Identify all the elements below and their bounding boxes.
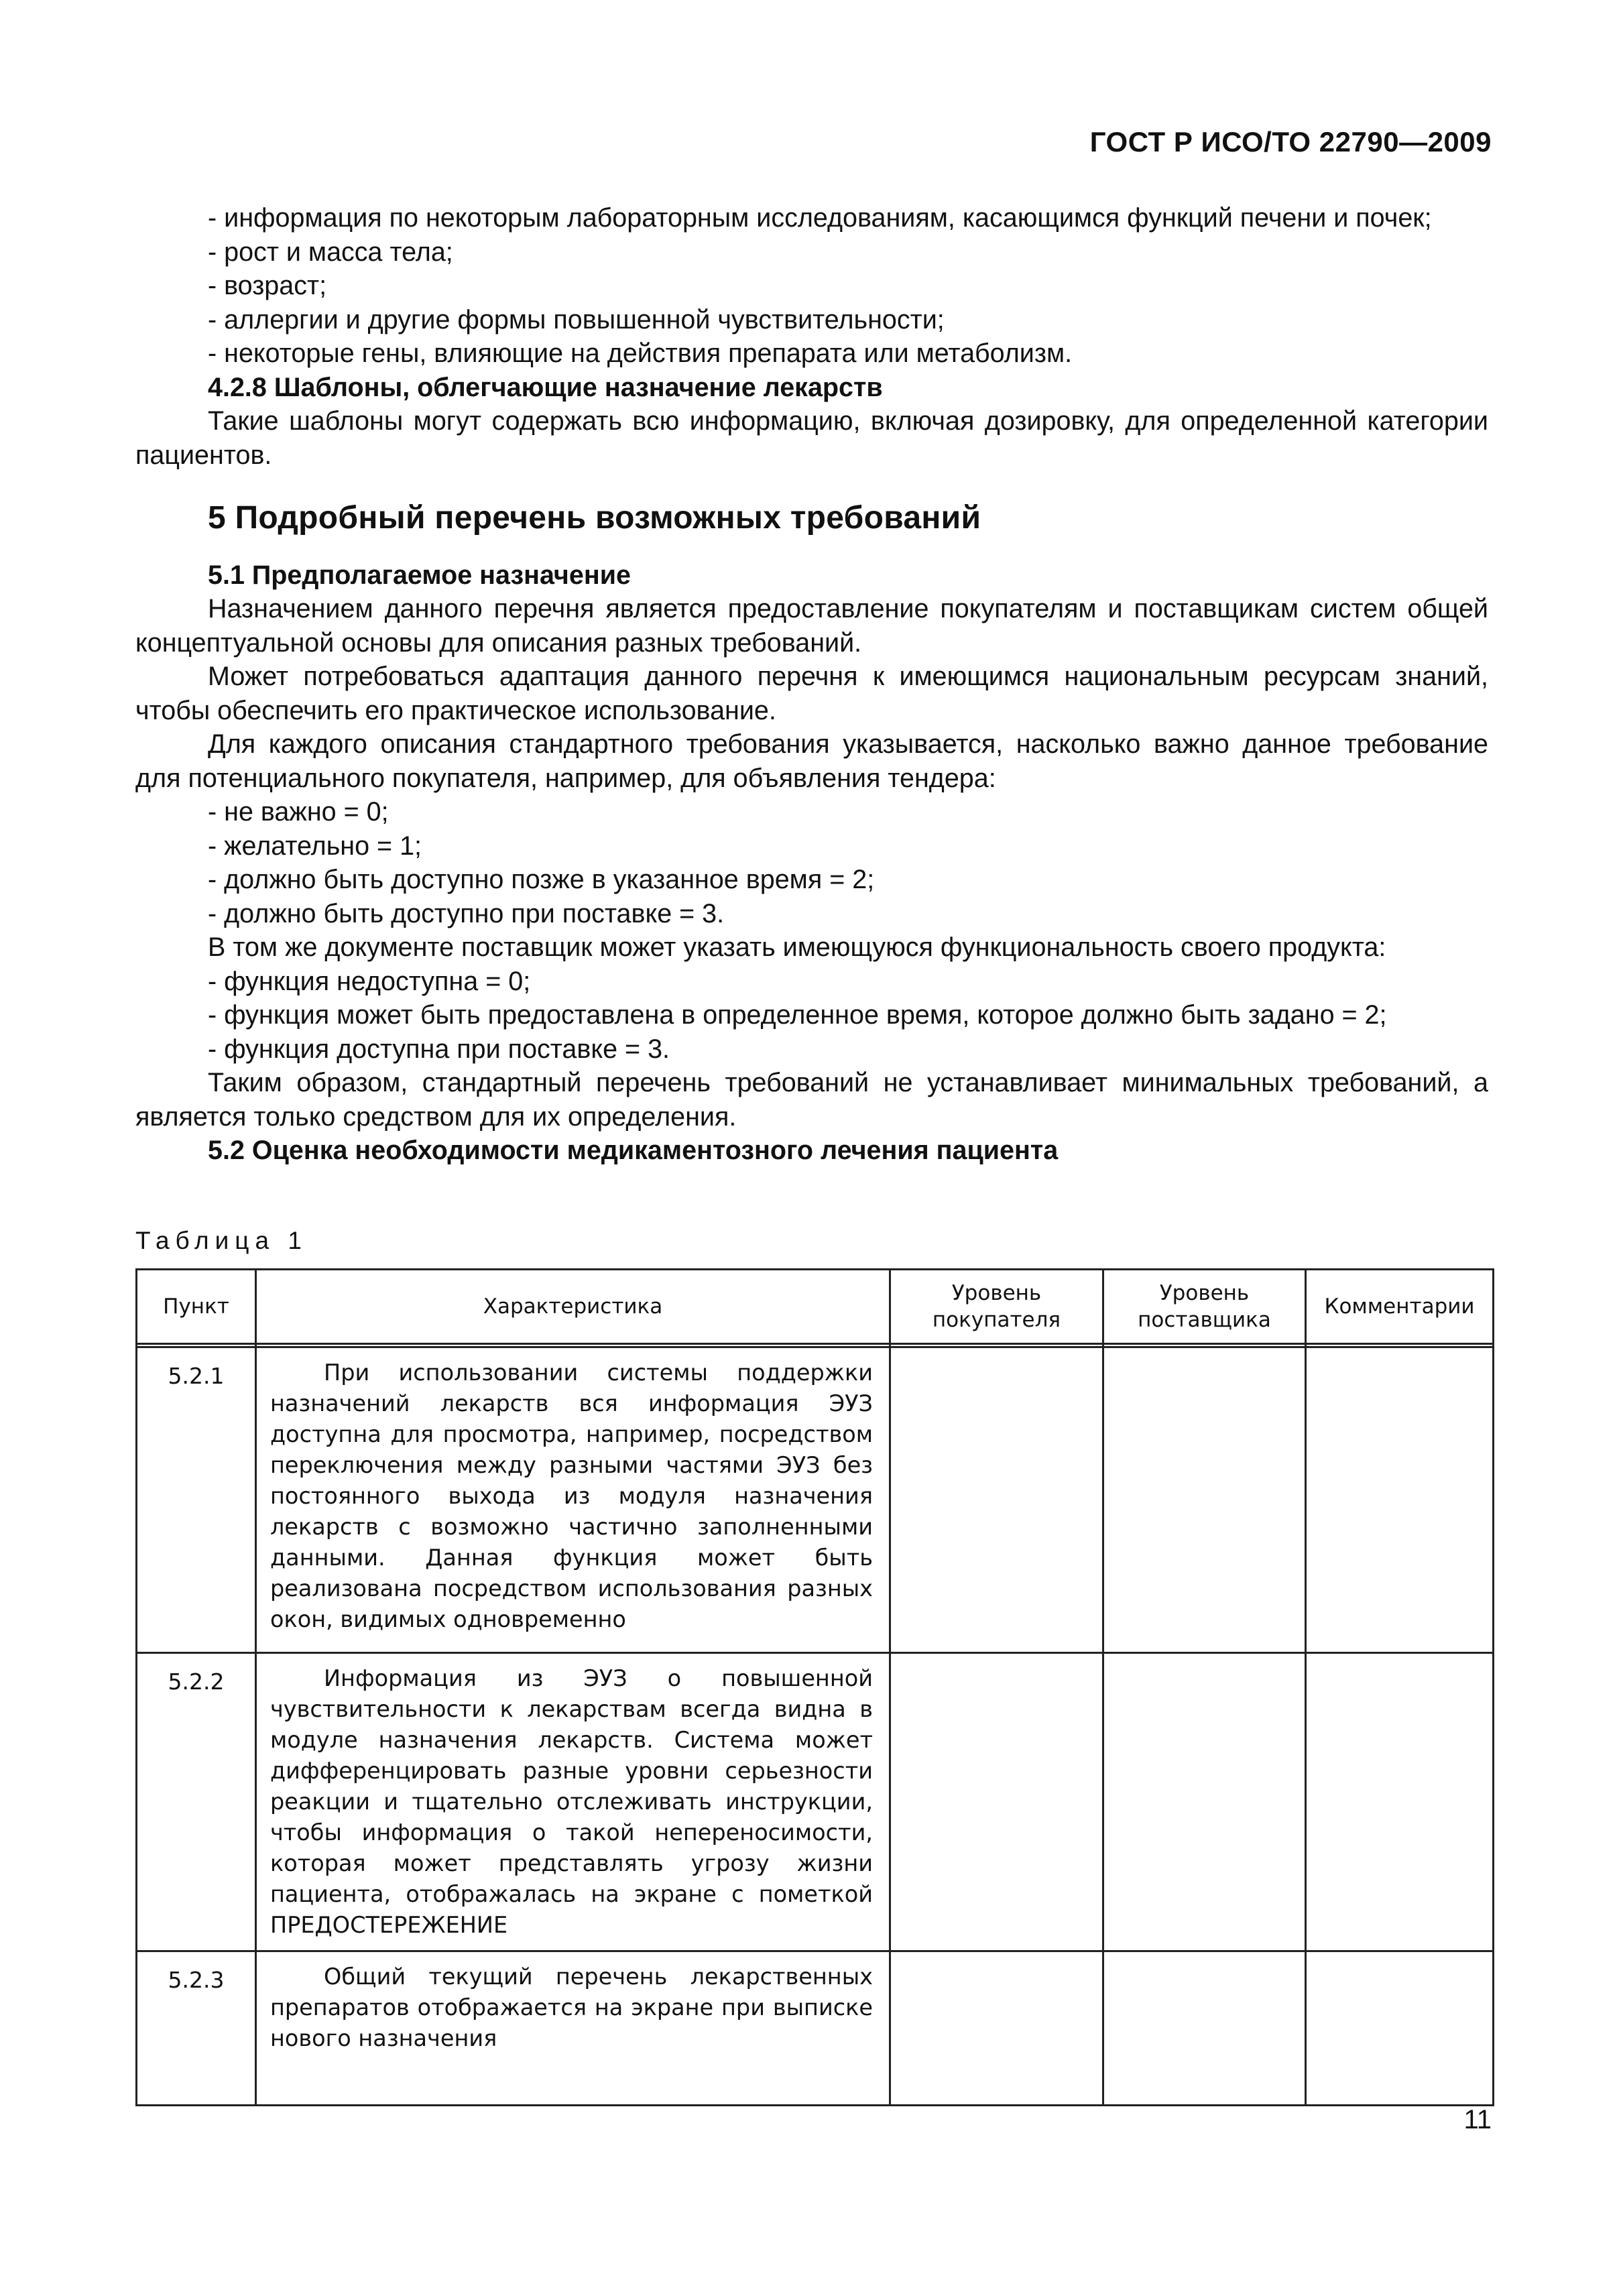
header-comments: Комментарии: [1306, 1270, 1494, 1344]
list-item: - желательно = 1;: [208, 831, 422, 861]
paragraph: Для каждого описания стандартного требования указывается, насколько важно данное требование для потенциального покупателя, например, для объявления тендера:: [135, 729, 1488, 793]
cell-characteristic: Общий текущий перечень лекарственных препаратов отображается на экране при выписке нового назначения: [256, 1951, 890, 2106]
subsection-title: 5.2 Оценка необходимости медикаментозного лечения пациента: [208, 1136, 1059, 1165]
paragraph: Такие шаблоны могут содержать всю информацию, включая дозировку, для определенной категории пациентов.: [135, 406, 1488, 470]
header-characteristic: Характеристика: [256, 1270, 890, 1344]
cell-buyer-level: [890, 1653, 1103, 1951]
table-caption: Таблица 1: [135, 1227, 308, 1254]
table-header-row: [137, 1270, 1494, 1344]
cell-supplier-level: [1103, 1951, 1306, 2106]
table-row: [137, 1347, 1494, 1653]
list-item: - возраст;: [208, 271, 327, 300]
paragraph: Таким образом, стандартный перечень требований не устанавливает минимальных требований, а является только средством для их определения.: [135, 1068, 1488, 1132]
cell-buyer-level: [890, 1347, 1103, 1653]
header-supplier-level: Уровень поставщика: [1103, 1270, 1306, 1344]
cell-item: 5.2.3: [137, 1951, 256, 2106]
header-item: Пункт: [137, 1270, 256, 1344]
list-item: - функция недоступна = 0;: [208, 966, 531, 996]
page-number: 11: [1463, 2105, 1492, 2134]
cell-characteristic: Информация из ЭУЗ о повышенной чувствительности к лекарствам всегда видна в модуле назначения лекарств. Система может дифференцировать разные уровни серьезности реакции и тщательно отслеживать инструкции, чтобы информация о такой непереносимости, которая может представлять угрозу жизни пациента, отображалась на экране с пометкой ПРЕДОСТЕРЕЖЕНИЕ: [256, 1653, 890, 1951]
cell-supplier-level: [1103, 1653, 1306, 1951]
subsection-title: 5.1 Предполагаемое назначение: [208, 560, 631, 590]
header-buyer-level: Уровень покупателя: [890, 1270, 1103, 1344]
table-row: [137, 1951, 1494, 2106]
paragraph: Может потребоваться адаптация данного перечня к имеющимся национальным ресурсам знаний, чтобы обеспечить его практическое использование.: [135, 662, 1488, 725]
list-item: - должно быть доступно при поставке = 3.: [208, 898, 725, 928]
cell-comment: [1306, 1951, 1494, 2106]
cell-item: 5.2.1: [137, 1347, 256, 1653]
paragraph: Назначением данного перечня является предоставление покупателям и поставщикам систем общей концептуальной основы для описания разных требований.: [135, 594, 1488, 658]
list-item: - информация по некоторым лабораторным исследованиям, касающимся функций печени и почек;: [208, 203, 1432, 233]
paragraph: В том же документе поставщик может указать имеющуюся функциональность своего продукта:: [208, 932, 1386, 962]
cell-comment: [1306, 1347, 1494, 1653]
list-item: - функция может быть предоставлена в определенное время, которое должно быть задано = 2;: [208, 1000, 1387, 1030]
cell-characteristic: При использовании системы поддержки назначений лекарств вся информация ЭУЗ доступна для просмотра, например, посредством переключения между разными частями ЭУЗ без постоянного выхода из модуля назначения лекарств с возможно частично заполненными данными. Данная функция может быть реализована посредством использования разных окон, видимых одновременно: [256, 1347, 890, 1653]
list-item: - рост и масса тела;: [208, 237, 453, 267]
list-item: - не важно = 0;: [208, 797, 389, 827]
list-item: - должно быть доступно позже в указанное время = 2;: [208, 865, 875, 894]
cell-buyer-level: [890, 1951, 1103, 2106]
requirements-table: [135, 1268, 1494, 2106]
document-id: ГОСТ Р ИСО/ТО 22790—2009: [1089, 126, 1492, 158]
cell-item: 5.2.2: [137, 1653, 256, 1951]
body-text: [135, 201, 1488, 1168]
table-row: [137, 1653, 1494, 1951]
list-item: - функция доступна при поставке = 3.: [208, 1034, 670, 1064]
list-item: - аллергии и другие формы повышенной чувствительности;: [208, 304, 945, 335]
list-item: - некоторые гены, влияющие на действия препарата или метаболизм.: [208, 339, 1073, 368]
section-title: 5 Подробный перечень возможных требований: [208, 500, 981, 536]
cell-supplier-level: [1103, 1347, 1306, 1653]
cell-comment: [1306, 1653, 1494, 1951]
subsection-title: 4.2.8 Шаблоны, облегчающие назначение лекарств: [208, 372, 883, 402]
